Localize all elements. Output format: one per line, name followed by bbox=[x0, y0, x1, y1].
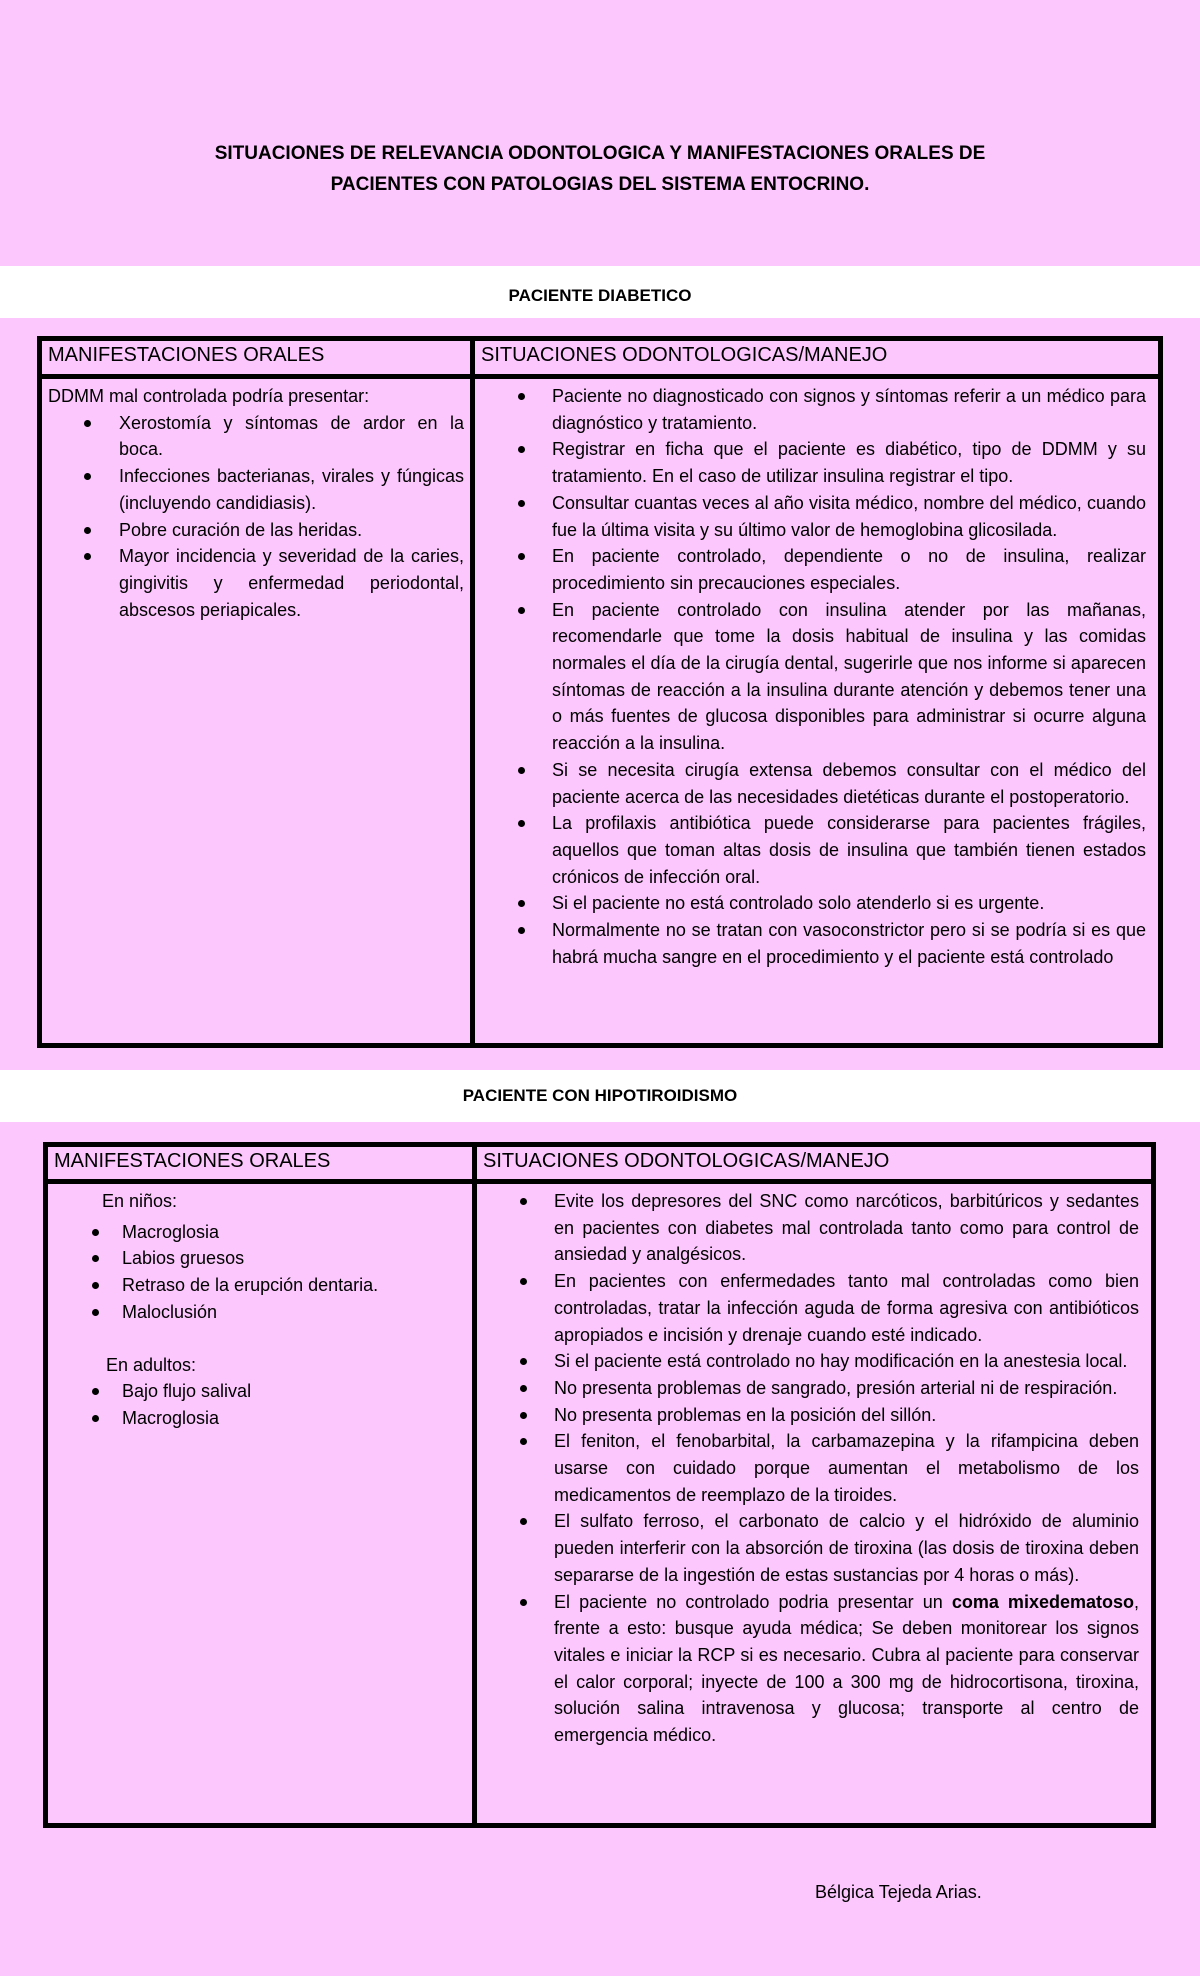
cell-situaciones-hipotiroidismo bbox=[477, 1184, 1151, 1823]
list-item: Xerostomía y síntomas de ardor en la boca. bbox=[48, 410, 464, 463]
column-header-situaciones: SITUACIONES ODONTOLOGICAS/MANEJO bbox=[481, 344, 888, 366]
last-item-post: , frente a esto: busque ayuda médica; Se deben monitorear los signos vitales e iniciar la RCP si es necesario. Cubra al paciente para conservar el calor corporal; inyecte de 100 a 300 mg de hidrocortisona, tiroxina, solución salina intravenosa y glucosa; transporte al centro de emergencia médico. bbox=[554, 1591, 1139, 1746]
list-item: Registrar en ficha que el paciente es diabético, tipo de DDMM y su tratamiento. En el caso de utilizar insulina registrar el tipo. bbox=[481, 436, 1146, 489]
list-item: En pacientes con enfermedades tanto mal controladas como bien controladas, tratar la infección aguda de forma agresiva con antibióticos apropiados e incisión y drenaje cuando esté indicado. bbox=[483, 1268, 1139, 1348]
list-item: Evite los depresores del SNC como narcóticos, barbitúricos y sedantes en pacientes con diabetes mal controlada tanto como para control de ansiedad y analgésicos. bbox=[483, 1188, 1139, 1268]
list-item: Si el paciente está controlado no hay modificación en la anestesia local. bbox=[483, 1348, 1139, 1375]
list-item: Bajo flujo salival bbox=[54, 1378, 466, 1405]
column-header-manifestaciones: MANIFESTACIONES ORALES bbox=[54, 1150, 331, 1172]
document-title bbox=[0, 138, 1200, 200]
children-label: En niños: bbox=[102, 1191, 178, 1211]
list-item: Maloclusión bbox=[54, 1299, 466, 1326]
list-item: La profilaxis antibiótica puede considerarse para pacientes frágiles, aquellos que toman altas dosis de insulina que también tienen estados crónicos de infección oral. bbox=[481, 810, 1146, 890]
left-intro: DDMM mal controlada podría presentar: bbox=[48, 386, 370, 406]
list-item: Labios gruesos bbox=[54, 1245, 466, 1272]
cell-manifestaciones-hipotiroidismo bbox=[48, 1184, 472, 1823]
adults-label: En adultos: bbox=[106, 1354, 197, 1375]
section-heading-diabetico: PACIENTE DIABETICO bbox=[508, 286, 692, 305]
last-item-bold: coma mixedematoso bbox=[951, 1591, 1134, 1612]
section-heading-band-diabetico bbox=[0, 266, 1200, 318]
list-item: Normalmente no se tratan con vasoconstrictor pero si se podría si es que habrá mucha sangre en el procedimiento y el paciente está controlado bbox=[481, 917, 1146, 970]
list-item: Macroglosia bbox=[54, 1405, 466, 1432]
table-hipotiroidismo bbox=[43, 1142, 1156, 1828]
column-header-manifestaciones: MANIFESTACIONES ORALES bbox=[48, 344, 325, 366]
list-item: No presenta problemas de sangrado, presión arterial ni de respiración. bbox=[483, 1375, 1139, 1402]
cell-situaciones-diabetico bbox=[475, 379, 1158, 1043]
list-item: Si se necesita cirugía extensa debemos consultar con el médico del paciente acerca de las necesidades dietéticas durante el postoperatorio. bbox=[481, 757, 1146, 810]
list-item: El feniton, el fenobarbital, la carbamazepina y la rifampicina deben usarse con cuidado porque aumentan el metabolismo de los medicamentos de reemplazo de la tiroides. bbox=[483, 1428, 1139, 1508]
list-item: Si el paciente no está controlado solo atenderlo si es urgente. bbox=[481, 890, 1146, 917]
title-line-1: SITUACIONES DE RELEVANCIA ODONTOLOGICA Y MANIFESTACIONES ORALES DE bbox=[214, 143, 986, 164]
list-item: No presenta problemas en la posición del sillón. bbox=[483, 1402, 1139, 1429]
list-item: Retraso de la erupción dentaria. bbox=[54, 1272, 466, 1299]
list-item: Pobre curación de las heridas. bbox=[48, 517, 464, 544]
list-item: Infecciones bacterianas, virales y fúngicas (incluyendo candidiasis). bbox=[48, 463, 464, 516]
table-diabetico bbox=[37, 336, 1163, 1048]
column-header-situaciones: SITUACIONES ODONTOLOGICAS/MANEJO bbox=[483, 1150, 890, 1172]
last-item-pre: El paciente no controlado podria presentar un bbox=[554, 1591, 952, 1612]
list-item: En paciente controlado con insulina atender por las mañanas, recomendarle que tome la dosis habitual de insulina y las comidas normales el día de la cirugía dental, sugerirle que nos informe si aparecen síntomas de reacción a la insulina durante atención y debemos tener una o más fuentes de glucosa disponibles para administrar si ocurre alguna reacción a la insulina. bbox=[481, 597, 1146, 757]
list-item: Macroglosia bbox=[54, 1219, 466, 1246]
title-line-2: PACIENTES CON PATOLOGIAS DEL SISTEMA ENTOCRINO. bbox=[330, 174, 870, 195]
cell-manifestaciones-diabetico bbox=[42, 379, 470, 1043]
list-item: Mayor incidencia y severidad de la caries, gingivitis y enfermedad periodontal, abscesos periapicales. bbox=[48, 543, 464, 623]
list-item: Consultar cuantas veces al año visita médico, nombre del médico, cuando fue la última visita y su último valor de hemoglobina glicosilada. bbox=[481, 490, 1146, 543]
list-item: El sulfato ferroso, el carbonato de calcio y el hidróxido de aluminio pueden interferir con la absorción de tiroxina (las dosis de tiroxina deben separarse de la ingestión de estas sustancias por 4 horas o más). bbox=[483, 1508, 1139, 1588]
list-item: Paciente no diagnosticado con signos y síntomas referir a un médico para diagnóstico y tratamiento. bbox=[481, 383, 1146, 436]
list-item: En paciente controlado, dependiente o no de insulina, realizar procedimiento sin precauciones especiales. bbox=[481, 543, 1146, 596]
author-signature: Bélgica Tejeda Arias. bbox=[815, 1882, 982, 1902]
section-heading-hipotiroidismo: PACIENTE CON HIPOTIROIDISMO bbox=[462, 1086, 738, 1105]
list-item-coma-mixedematoso bbox=[483, 1589, 1139, 1749]
section-heading-band-hipotiroidismo bbox=[0, 1070, 1200, 1122]
